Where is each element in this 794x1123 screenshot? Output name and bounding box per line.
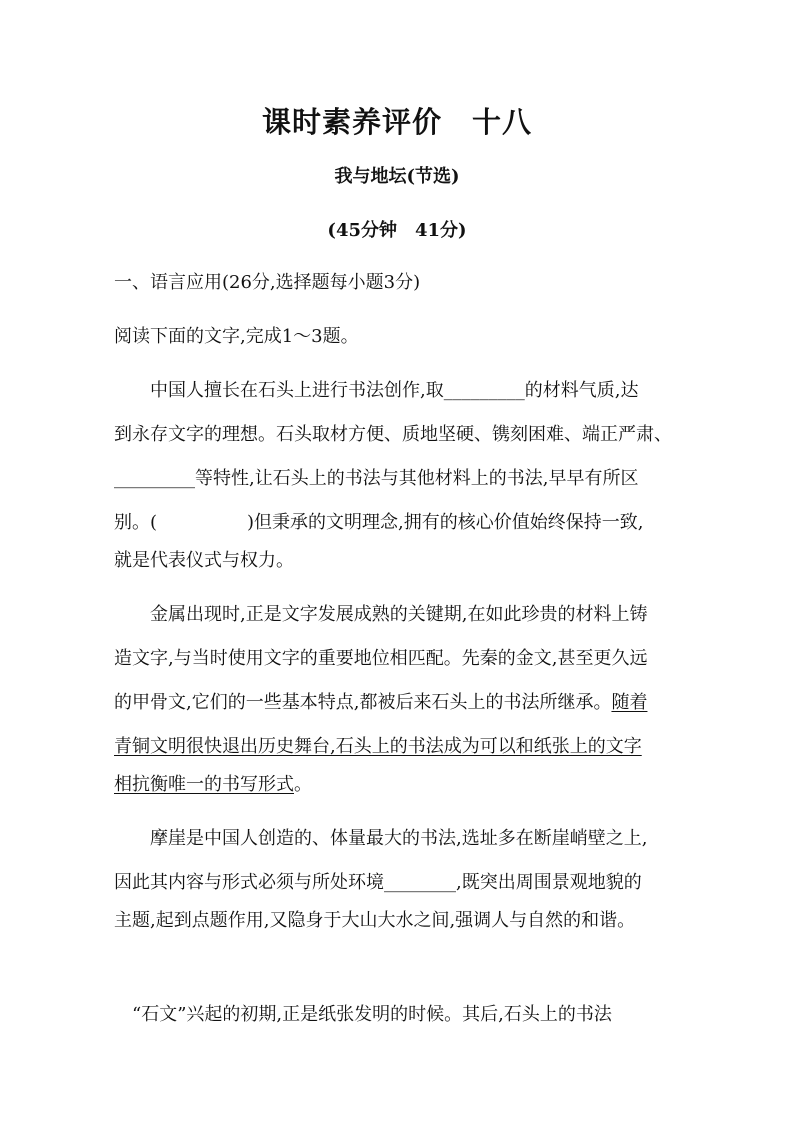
time-score-info: (45分钟 41分): [327, 220, 467, 241]
underlined-sentence: 相抗衡唯一的书写形式: [114, 774, 294, 795]
passage-text: 的甲骨文,它们的一些基本特点,都被后来石头上的书法所继承。: [114, 692, 612, 713]
lesson-title: 我与地坛(节选): [334, 166, 460, 187]
passage-line: 别。( )但秉承的文明理念,拥有的核心价值始终保持一致,: [114, 512, 644, 533]
underlined-sentence: 青铜文明很快退出历史舞台,石头上的书法成为可以和纸张上的文字: [114, 736, 642, 757]
passage-line: 就是代表仪式与权力。: [114, 550, 294, 571]
passage-line: 造文字,与当时使用文字的重要地位相匹配。先秦的金文,甚至更久远: [114, 648, 648, 669]
underlined-sentence: 随着: [611, 692, 648, 713]
passage-line: 主题,起到点题作用,又隐身于大山大水之间,强调人与自然的和谐。: [114, 910, 636, 931]
passage-line: 金属出现时,正是文字发展成熟的关键期,在如此珍贵的材料上铸: [114, 604, 648, 625]
passage-line: 到永存文字的理想。石头取材方便、质地坚硬、镌刻困难、端正严肃、: [114, 424, 672, 445]
page-title: 课时素养评价 十八: [261, 105, 532, 139]
passage-line: _________等特性,让石头上的书法与其他材料上的书法,早早有所区: [114, 468, 639, 489]
passage-line: [114, 690, 684, 716]
passage-line: “石文”兴起的初期,正是纸张发明的时候。其后,石头上的书法: [114, 1004, 612, 1025]
passage-line: 因此其内容与形式必须与所处环境________,既突出周围景观地貌的: [114, 872, 642, 893]
instruction-text: 阅读下面的文字,完成1～3题。: [114, 326, 359, 347]
passage-text: 。: [294, 774, 312, 795]
passage-line: 摩崖是中国人创造的、体量最大的书法,选址多在断崖峭壁之上,: [114, 828, 648, 849]
passage-line: [114, 772, 684, 798]
section-heading: 一、语言应用(26分,选择题每小题3分): [114, 272, 421, 293]
passage-line: [114, 734, 684, 760]
passage-line: 中国人擅长在石头上进行书法创作,取_________的材料气质,达: [114, 380, 639, 401]
